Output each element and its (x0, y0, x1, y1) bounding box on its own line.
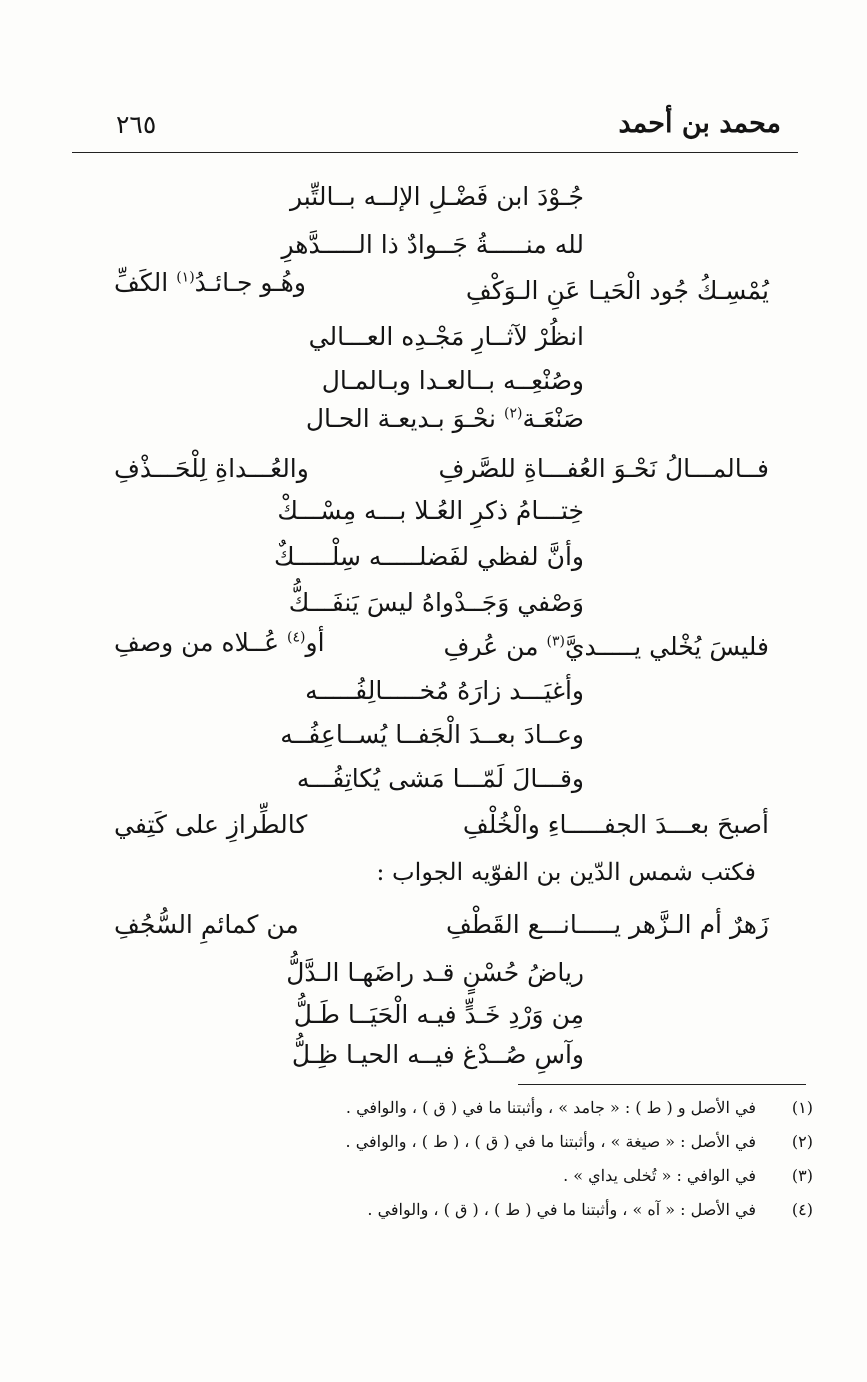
verse-line-3-second-hemistich: وهُـو جـائـدُ$^{(١)}$ الكَفِّ (114, 268, 306, 297)
verse-line-5: وصُنْعِــه بــالعـدا وبـالمـال (321, 366, 584, 395)
footnote-text: في الأصل : « آه » ، وأثبتنا ما في ( ط ) ، ( ق ) ، والوافي . (367, 1200, 756, 1219)
verse-line-6: صَنْعَـة$^{(٢)}$ نحْـوَ بـديعـة الحـال (305, 404, 584, 433)
footnote-number: (١) (791, 1098, 813, 1117)
verse-line-17: رياضُ حُسْنٍ قـد راضَهـا الـدَّلُّ (286, 958, 584, 987)
verse-line-11-second-hemistich: أو$^{(٤)}$ عُــلاه من وصفِ (114, 628, 325, 657)
verse-line-8: خِتـــامُ ذكرِ العُـلا بـــه مِسْـــكْ (277, 496, 584, 525)
footnote-ref-1: (١) (176, 269, 195, 286)
footnote-ref-4: (٤) (287, 629, 306, 646)
verse-line-12: وأغيَـــد زارَهُ مُخـــــالِفُـــــه (305, 676, 584, 705)
verse-line-2: لله منـــــةُ جَــوادٌ ذا الـــــدَّهرِ (281, 230, 584, 259)
footnote-text: في الأصل : « صيغة » ، وأثبتنا ما في ( ق ) ، ( ط ) ، والوافي . (345, 1132, 756, 1151)
verse-line-11-first-hemistich: فليسَ يُخْلي يـــــديَّ$^{(٣)}$ من عُرفِ (443, 632, 769, 661)
prose-line: فكتب شمس الدّين بن الفوّيه الجواب : (376, 858, 756, 886)
header-rule (72, 152, 798, 153)
footnote-ref-2: (٢) (503, 405, 523, 422)
footnote-number: (٤) (791, 1200, 813, 1219)
verse-line-18: مِن وَرْدِ خَـدٍّ فيـه الْحَيَــا طَـلُّ (293, 1000, 584, 1029)
verse-line-1: جُـوْدَ ابن فَضْـلِ الإلــه بــالتِّبر (289, 182, 584, 211)
page-number: ٢٦٥ (116, 110, 157, 139)
running-head-title: محمد بن أحمد (618, 108, 781, 139)
verse-line-10: وَصْفي وَجَــدْواهُ ليسَ يَنفَـــكُّ (288, 588, 584, 617)
footnote-rule (518, 1084, 806, 1085)
footnote-number: (٣) (791, 1166, 813, 1185)
verse-line-3-first-hemistich: يُمْسِـكُ جُود الْحَيـا عَنِ الـوَكْفِ (465, 276, 769, 305)
verse-line-13: وعــادَ بعــدَ الْجَفــا يُســاعِفُــه (280, 720, 584, 749)
footnote-ref-3: (٣) (546, 633, 565, 650)
verse-line-19: وآسِ صُــدْغ فيــه الحيـا ظِـلُّ (291, 1040, 584, 1069)
footnote-text: في الأصل و ( ط ) : « جامد » ، وأثبتنا ما في ( ق ) ، والوافي . (345, 1098, 756, 1117)
verse-line-16-second-hemistich: من كمائمِ السُّجُفِ (114, 910, 299, 939)
footnote-number: (٢) (791, 1132, 813, 1151)
verse-line-7-first-hemistich: فــالمـــالُ نَحْـوَ العُفـــاةِ للصَّرفِ (438, 454, 769, 483)
verse-line-9: وأنَّ لفظي لفَضلـــــه سِلْـــــكٌ (274, 542, 584, 571)
verse-line-14: وقـــالَ لَمّـــا مَشى يُكاتِفُـــه (296, 764, 584, 793)
footnote-text: في الوافي : « تُخلى يداي » . (563, 1166, 756, 1185)
verse-line-7-second-hemistich: والعُـــداةِ لِلْحَـــذْفِ (114, 454, 309, 483)
verse-line-16-first-hemistich: زَهرٌ أم الـزَّهر يـــــانـــع القَطْفِ (446, 910, 769, 939)
verse-line-4: انظُرْ لآثــارِ مَجْـدِه العـــالي (308, 322, 584, 351)
verse-line-15-first-hemistich: أصبحَ بعـــدَ الجفـــــاءِ والْخُلْفِ (462, 810, 769, 839)
verse-line-15-second-hemistich: كالطِّرازِ على كَتِفي (114, 810, 308, 839)
